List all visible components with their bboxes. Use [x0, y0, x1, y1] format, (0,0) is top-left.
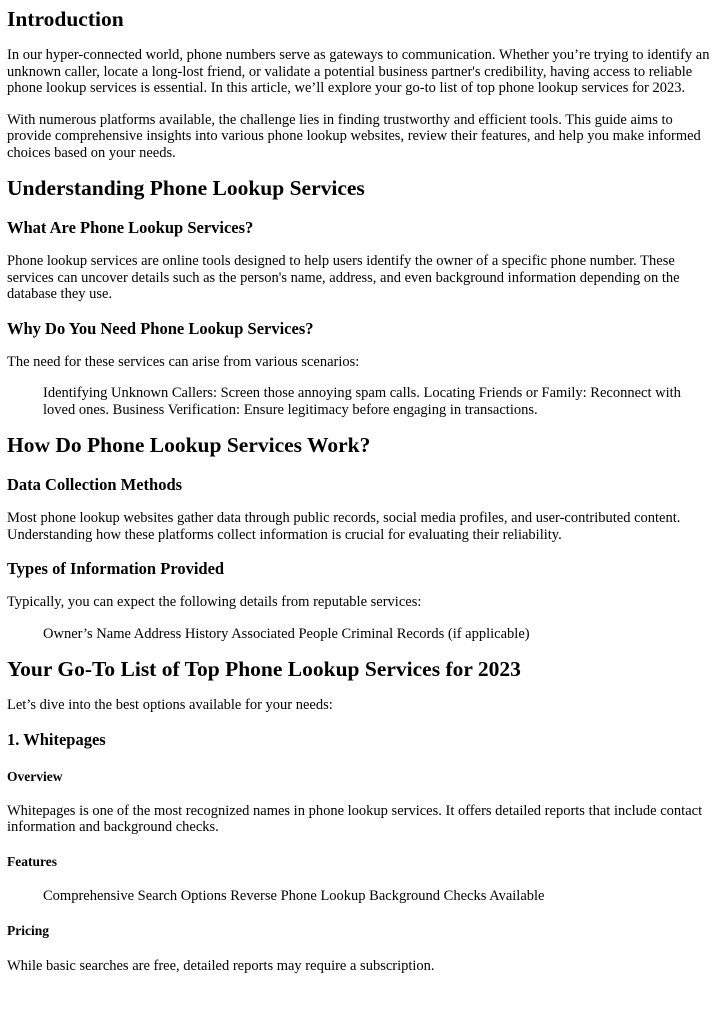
features-list: Comprehensive Search Options Reverse Phone Lookup Background Checks Available	[43, 887, 545, 904]
overview-heading: Overview	[7, 768, 63, 784]
pricing-heading: Pricing	[7, 923, 49, 938]
types-info-heading: Types of Information Provided	[7, 559, 225, 578]
introduction-heading: Introduction	[7, 7, 124, 31]
intro-paragraph-2: With numerous platforms available, the challenge lies in finding trustworthy and efficient tools. This guide aims to provide comprehensive insights into various phone lookup websites, review their features, and help you make informed choices based on your needs.	[7, 111, 701, 161]
top-list-heading: Your Go-To List of Top Phone Lookup Services for 2023	[7, 657, 521, 681]
pricing-paragraph: While basic searches are free, detailed reports may require a subscription.	[7, 958, 435, 974]
overview-paragraph: Whitepages is one of the most recognized names in phone lookup services. It offers detailed reports that include contact information and background checks.	[7, 802, 703, 835]
data-collection-paragraph: Most phone lookup websites gather data through public records, social media profiles, and user-contributed content. Understanding how these platforms collect information is crucial for evaluating their reliability.	[7, 510, 681, 543]
features-heading: Features	[7, 853, 57, 869]
intro-paragraph-1: In our hyper-connected world, phone numbers serve as gateways to communication. Whether you’re trying to identify an unknown caller, locate a long-lost friend, or validate a potential business partner's credibility, having access to reliable phone lookup services is essential. In this article, we’ll explore your go-to list of top phone lookup services for 2023.	[7, 47, 710, 96]
top-list-intro: Let’s dive into the best options available for your needs:	[7, 697, 333, 713]
why-need-paragraph: The need for these services can arise from various scenarios:	[7, 353, 360, 370]
whitepages-heading: 1. Whitepages	[7, 729, 106, 749]
why-need-heading: Why Do You Need Phone Lookup Services?	[7, 318, 314, 338]
types-info-paragraph: Typically, you can expect the following details from reputable services:	[7, 594, 422, 610]
how-work-heading: How Do Phone Lookup Services Work?	[7, 433, 371, 457]
data-collection-heading: Data Collection Methods	[7, 475, 183, 494]
article	[0, 7, 713, 975]
what-are-heading: What Are Phone Lookup Services?	[7, 218, 254, 237]
understanding-heading: Understanding Phone Lookup Services	[7, 176, 365, 200]
types-info-list: Owner’s Name Address History Associated People Criminal Records (if applicable)	[43, 625, 530, 642]
what-are-paragraph: Phone lookup services are online tools designed to help users identify the owner of a specific phone number. These services can uncover details such as the person's name, address, and even background information depending on the database they use.	[7, 253, 680, 302]
why-need-list: Identifying Unknown Callers: Screen those annoying spam calls. Locating Friends or Family: Reconnect with loved ones. Business Verification: Ensure legitimacy before engaging in transactions.	[43, 385, 681, 418]
